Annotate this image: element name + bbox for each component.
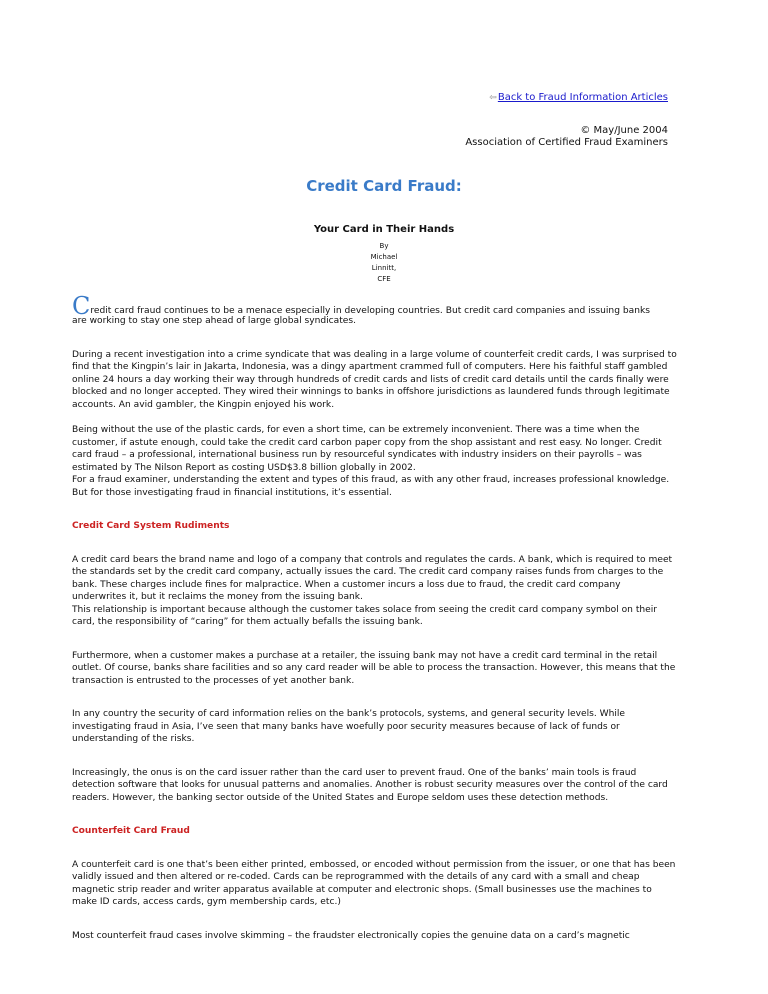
intro-line — [72, 292, 677, 320]
byline — [0, 241, 768, 285]
heading-counterfeit: Counterfeit Card Fraud — [72, 826, 190, 836]
paragraph-brand: A credit card bears the brand name and logo of a company that controls and regulates the cards. A bank, which is required to meet the standards set by the credit card company, actually issues the card. The credit card company raises funds from charges to the bank. These charges include fines for malpractice. When a customer incurs a loss due to fraud, the credit card company underwrites it, but it reclaims the money from the issuing bank. — [72, 554, 673, 602]
paragraph-security: In any country the security of card information relies on the bank’s protocols, systems, and general security levels. While investigating fraud in Asia, I’ve seen that many banks have woefully poor security measures because of lack of funds or understanding of the risks. — [72, 709, 626, 744]
copyright-line: © May/June 2004 — [580, 125, 668, 136]
paragraph-retailer: Furthermore, when a customer makes a purchase at a retailer, the issuing bank may not have a credit card terminal in the retail outlet. Of course, banks share facilities and so any card reader will be able to process the transaction. However, this means that the transaction is entrusted to the processes of yet another bank. — [72, 650, 676, 686]
heading-system-rudiments: Credit Card System Rudiments — [72, 521, 230, 531]
paragraph-skimming: Most counterfeit fraud cases involve skimming – the fraudster electronically copies the genuine data on a card’s magnetic — [72, 930, 630, 941]
copyright-block — [465, 125, 668, 149]
paragraph-kingpin: During a recent investigation into a crime syndicate that was dealing in a large volume of counterfeit credit cards, I was surprised to find that the Kingpin’s lair in Jakarta, Indonesia, was a dingy apartment crammed full of computers. Here his faithful staff gambled online 24 hours a day working their way through hundreds of credit cards and lists of credit card details until the cards finally were blocked and no longer accepted. They wired their winnings to banks in offshore jurisdictions as laundered funds through legitimate accounts. An avid gambler, the Kingpin enjoyed his work. — [72, 349, 677, 410]
article-subtitle: Your Card in Their Hands — [313, 224, 455, 235]
byline-last-name: Linnitt, — [371, 264, 397, 272]
paragraph-without-cards: Being without the use of the plastic cards, for even a short time, can be extremely inconvenient. There was a time when the customer, if astute enough, could take the credit card carbon paper copy from the shop assistant and rest easy. No longer. Credit card fraud – a professional, international business run by resourceful syndicates with industry insiders on their payrolls – was estimated by The Nilson Report as costing USD$3.8 billion globally in 2002. — [72, 425, 662, 473]
article-title: Credit Card Fraud: — [306, 177, 462, 195]
byline-credential: CFE — [377, 275, 391, 283]
byline-by: By — [379, 242, 389, 250]
paragraph-onus: Increasingly, the onus is on the card issuer rather than the card user to prevent fraud. One of the banks’ main tools is fraud detection software that looks for unusual patterns and anomalies. Another is robust security measures over the control of the card readers. However, the banking sector outside of the United States and Europe seldom uses these detection methods. — [72, 767, 668, 803]
organization-line: Association of Certified Fraud Examiners — [465, 137, 668, 148]
drop-cap: C — [72, 292, 91, 320]
article-body — [72, 292, 677, 942]
intro-text: redit card fraud continues to be a menace especially in developing countries. But credit card companies and issuing banks — [90, 306, 650, 316]
paragraph-fraud-examiner: For a fraud examiner, understanding the extent and types of this fraud, as with any other fraud, increases professional knowledge. But for those investigating fraud in financial institutions, it’s essential. — [72, 475, 670, 498]
intro-continuation: are working to stay one step ahead of large global syndicates. — [72, 316, 357, 326]
arrow-left-icon: ⇦ — [489, 93, 497, 103]
paragraph-counterfeit: A counterfeit card is one that’s been either printed, embossed, or encoded without permission from the issuer, or one that has been validly issued and then altered or re-coded. Cards can be reprogrammed with the details of any card with a small and cheap magnetic strip reader and writer apparatus available at computer and electronic shops. (Small businesses use the machines to make ID cards, access cards, gym membership cards, etc.) — [72, 859, 676, 907]
paragraph-relationship: This relationship is important because although the customer takes solace from seeing the credit card company symbol on their card, the responsibility of “caring” for them actually befalls the issuing bank. — [72, 604, 658, 627]
byline-first-name: Michael — [370, 253, 398, 261]
back-to-articles-link[interactable]: Back to Fraud Information Articles — [497, 92, 668, 103]
back-link-container — [489, 92, 668, 104]
